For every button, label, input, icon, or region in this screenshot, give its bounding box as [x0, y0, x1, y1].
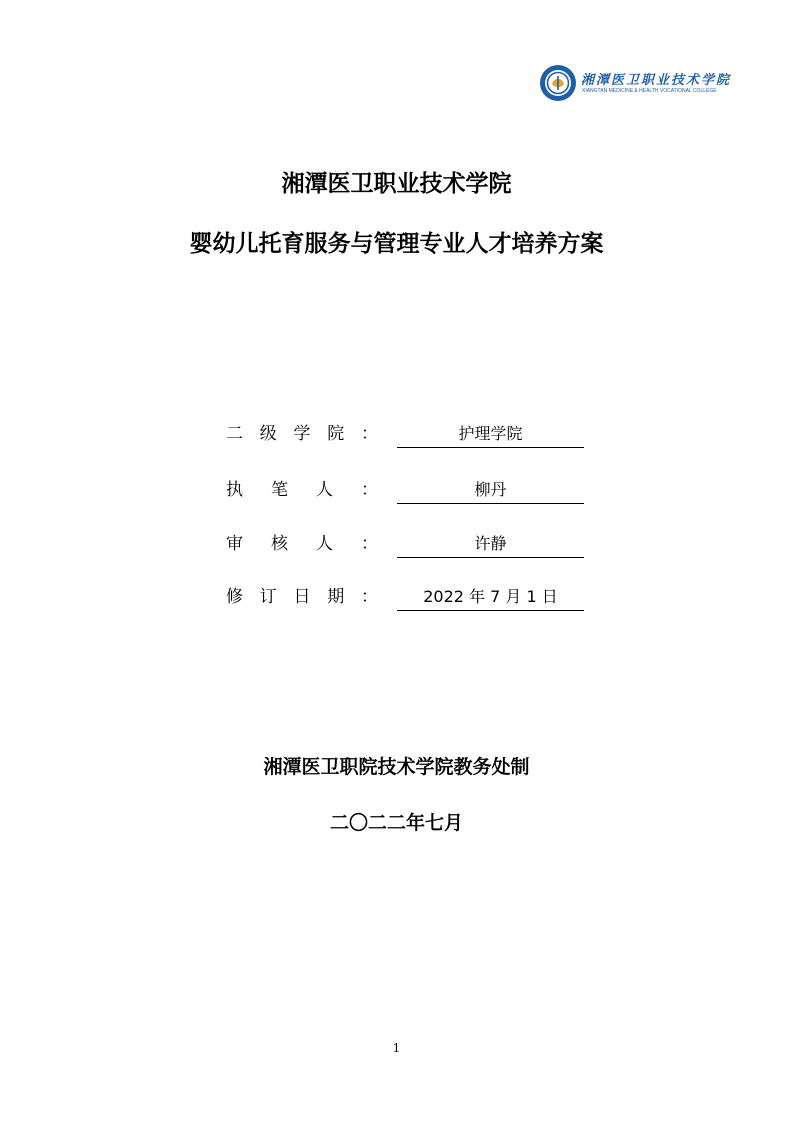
field-author — [226, 476, 596, 506]
label-colon: ： — [361, 424, 378, 444]
college-logo-english-name: XIANGTAN MEDICINE & HEALTH VOCATIONAL COLLEGE — [582, 88, 717, 94]
label-char: 审 — [226, 534, 243, 554]
label-char: 人 — [316, 480, 333, 500]
label-char: 订 — [259, 587, 277, 607]
field-reviewer-value: 许静 — [397, 530, 584, 558]
label-char: 院 — [327, 424, 345, 444]
field-revision-date-label — [226, 583, 378, 611]
label-char: 执 — [226, 480, 243, 500]
field-author-value: 柳丹 — [397, 476, 584, 504]
college-logo-name: 湘潭医卫职业技术学院 — [581, 73, 732, 88]
label-char: 级 — [259, 424, 277, 444]
label-char: 笔 — [271, 480, 288, 500]
field-author-label — [226, 476, 378, 504]
label-char: 二 — [226, 424, 243, 444]
label-char: 人 — [316, 534, 333, 554]
label-colon: ： — [361, 587, 378, 607]
label-colon: ： — [361, 480, 378, 500]
field-reviewer — [226, 530, 596, 560]
label-char: 修 — [226, 587, 243, 607]
document-title-college: 湘潭医卫职业技术学院 — [281, 171, 512, 197]
field-department-label — [226, 420, 378, 448]
document-title-program: 婴幼儿托育服务与管理专业人才培养方案 — [189, 231, 604, 257]
field-revision-date-value: 2022 年 7 月 1 日 — [397, 583, 584, 611]
issue-date-line: 二〇二二年七月 — [329, 812, 463, 834]
field-department-value: 护理学院 — [397, 420, 584, 448]
field-reviewer-label — [226, 530, 378, 558]
label-char: 学 — [293, 424, 311, 444]
issuer-line: 湘潭医卫职院技术学院教务处制 — [263, 756, 530, 778]
field-department — [226, 420, 596, 450]
label-char: 日 — [293, 587, 311, 607]
page-number: 1 — [392, 1041, 401, 1055]
label-colon: ： — [361, 534, 378, 554]
college-emblem-icon — [539, 64, 577, 102]
college-logo — [539, 64, 739, 104]
label-char: 核 — [271, 534, 288, 554]
field-revision-date — [226, 583, 596, 613]
label-char: 期 — [327, 587, 345, 607]
